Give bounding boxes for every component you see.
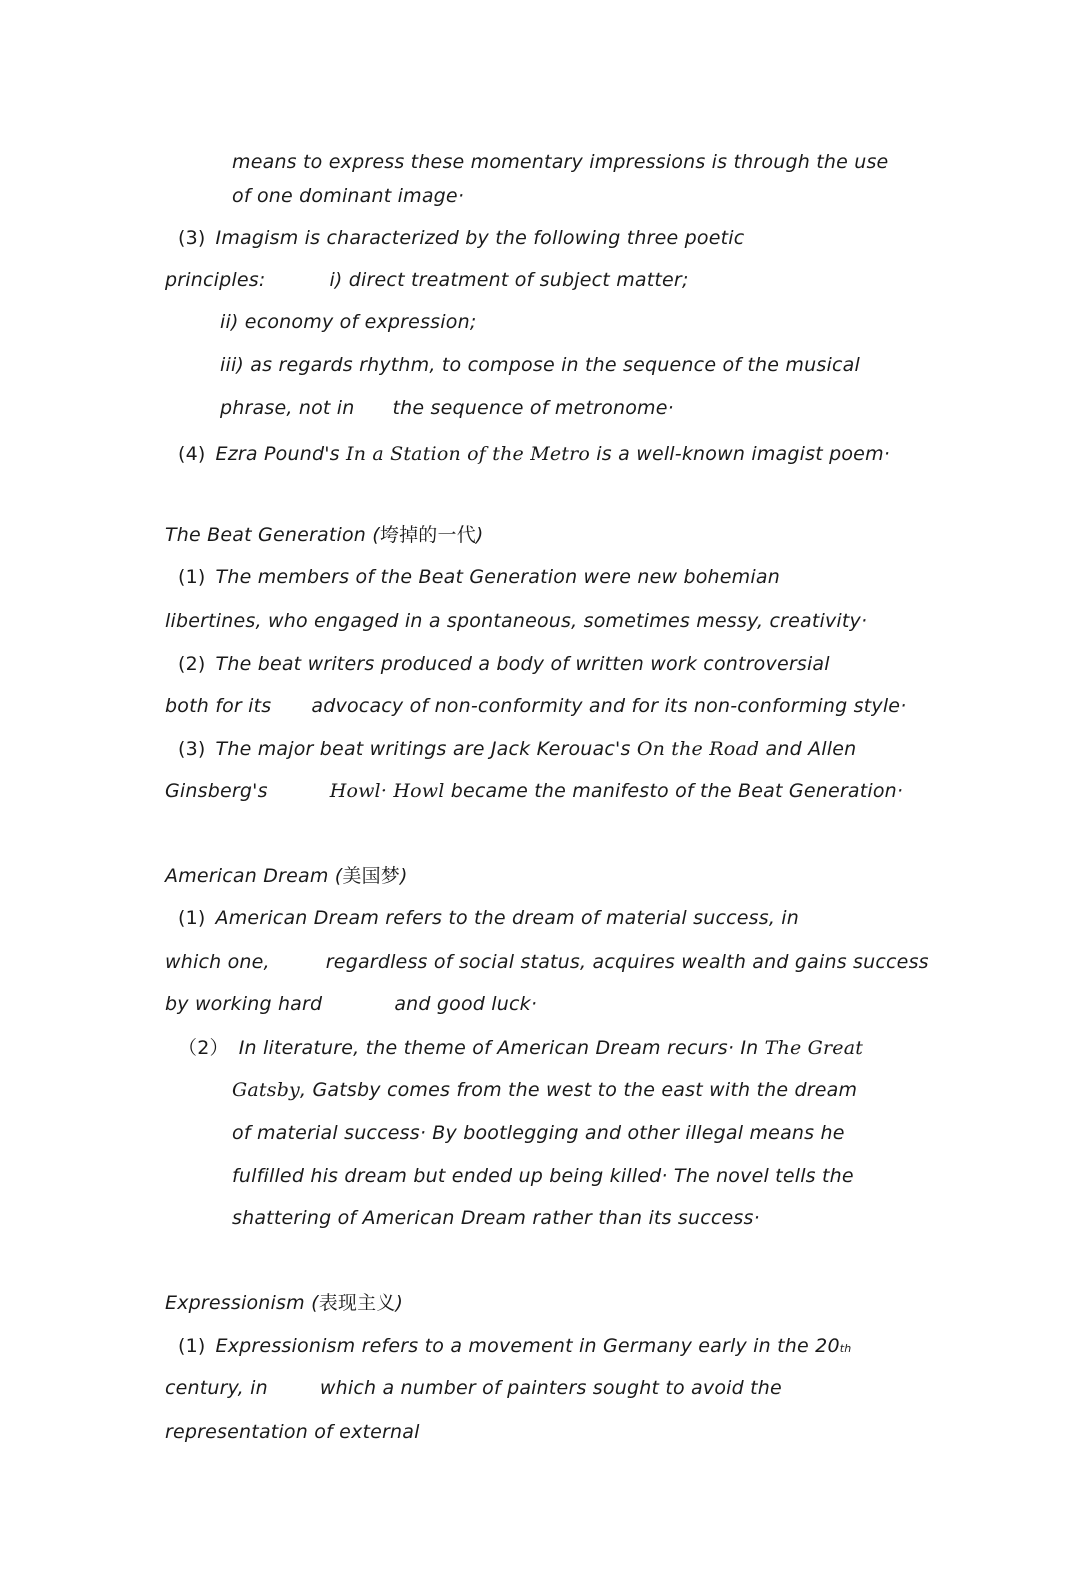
paragraph-text: which a number of painters sought to avoid the xyxy=(319,1377,782,1399)
paragraph-text: principles: xyxy=(165,269,266,291)
poem-title: Howl xyxy=(393,780,445,802)
item-number: (1) xyxy=(178,907,206,929)
imagism-principle-3-line1 xyxy=(220,353,860,377)
paragraph-text: became the manifesto of the Beat Generation· xyxy=(444,780,904,802)
paragraph-text: libertines, who engaged in a spontaneous, sometimes messy, creativity· xyxy=(165,610,868,632)
paragraph-text: of material success· By bootlegging and other illegal means he xyxy=(232,1122,845,1144)
dream-p1-line3 xyxy=(165,992,537,1016)
paragraph-text: of one dominant image· xyxy=(232,185,465,207)
heading-chinese: 表现主义 xyxy=(318,1292,396,1314)
paragraph-text: is a well-known imagist poem· xyxy=(590,443,891,465)
dream-p2-line1 xyxy=(178,1036,863,1060)
item-number: （2） xyxy=(178,1037,229,1059)
paragraph-text: means to express these momentary impressions is through the use xyxy=(232,151,889,173)
paragraph-text: which one, xyxy=(165,951,270,973)
section-heading-expressionism xyxy=(165,1291,403,1315)
paragraph-text: Expressionism refers to a movement in Germany early in the 20 xyxy=(215,1335,840,1357)
expressionism-p1-line1 xyxy=(178,1334,851,1361)
item-number: (3) xyxy=(178,227,206,249)
heading-text: ) xyxy=(475,524,484,546)
imagism-principle-2 xyxy=(220,310,476,334)
paragraph-text: by working hard xyxy=(165,993,323,1015)
heading-text: ) xyxy=(400,865,408,887)
paragraph-text: fulfilled his dream but ended up being killed· The novel tells the xyxy=(232,1165,854,1187)
imagism-p3-line2 xyxy=(165,268,689,292)
paragraph-text: American Dream refers to the dream of material success, in xyxy=(215,907,800,929)
heading-text: Expressionism ( xyxy=(165,1292,319,1314)
paragraph-text: In literature, the theme of American Dream recurs· In xyxy=(238,1037,765,1059)
imagism-p4 xyxy=(178,442,890,466)
paragraph-text: century, in xyxy=(165,1377,268,1399)
dream-p2-line5 xyxy=(232,1206,760,1230)
paragraph-text: Imagism is characterized by the following three poetic xyxy=(215,227,745,249)
heading-text: ) xyxy=(395,1292,404,1314)
item-number: (2) xyxy=(178,653,206,675)
paragraph-text: The beat writers produced a body of written work controversial xyxy=(215,653,830,675)
paragraph-text: Ginsberg's xyxy=(165,780,268,802)
paragraph-text: shattering of American Dream rather than its success· xyxy=(232,1207,760,1229)
section-heading-american-dream xyxy=(165,864,408,888)
beat-p1-line2 xyxy=(165,609,867,633)
book-title: The Great xyxy=(764,1037,864,1059)
imagism-p3-line1 xyxy=(178,226,744,250)
beat-p3-line1 xyxy=(178,737,856,761)
imagism-p2-line1 xyxy=(232,150,924,174)
principle-3: iii) as regards rhythm, to compose in the sequence of the musical xyxy=(220,354,860,376)
paragraph-text: and Allen xyxy=(759,738,857,760)
item-number: (1) xyxy=(178,1335,206,1357)
paragraph-text: regardless of social status, acquires wealth and gains success xyxy=(325,951,929,973)
poem-title: In a Station of the Metro xyxy=(345,443,591,465)
principle-1: i) direct treatment of subject matter; xyxy=(329,269,689,291)
dream-p2-line2 xyxy=(232,1078,857,1102)
principle-2: ii) economy of expression; xyxy=(220,311,477,333)
paragraph-text: The major beat writings are Jack Kerouac's xyxy=(215,738,637,760)
paragraph-text: The members of the Beat Generation were new bohemian xyxy=(215,566,780,588)
imagism-p2-line2 xyxy=(232,184,464,208)
heading-text: The Beat Generation ( xyxy=(165,524,380,546)
book-title: On the Road xyxy=(636,738,760,760)
paragraph-text: the sequence of metronome· xyxy=(392,397,674,419)
beat-p2-line1 xyxy=(178,652,830,676)
paragraph-text: Ezra Pound's xyxy=(215,443,346,465)
beat-p1-line1 xyxy=(178,565,780,589)
item-number: (3) xyxy=(178,738,206,760)
expressionism-p1-line3 xyxy=(165,1420,420,1444)
dream-p1-line1 xyxy=(178,906,799,930)
paragraph-text: representation of external xyxy=(165,1421,420,1443)
expressionism-p1-line2 xyxy=(165,1376,782,1400)
heading-chinese: 垮掉的一代 xyxy=(379,524,476,546)
paragraph-text: and good luck· xyxy=(394,993,538,1015)
item-number: (1) xyxy=(178,566,206,588)
dream-p2-line4 xyxy=(232,1164,854,1188)
paragraph-text: both for its xyxy=(165,695,272,717)
paragraph-text: phrase, not in xyxy=(220,397,355,419)
paragraph-text: , Gatsby comes from the west to the east with the dream xyxy=(300,1079,858,1101)
paragraph-text: advocacy of non-conformity and for its non-conforming style· xyxy=(311,695,907,717)
heading-text: American Dream ( xyxy=(165,865,343,887)
item-number: (4) xyxy=(178,443,206,465)
dream-p1-line2 xyxy=(165,950,929,974)
beat-p2-line2 xyxy=(165,694,906,718)
poem-title: Howl· xyxy=(329,780,394,802)
imagism-principle-3-line2 xyxy=(220,396,674,420)
beat-p3-line2 xyxy=(165,779,903,803)
dream-p2-line3 xyxy=(232,1121,845,1145)
section-heading-beat-generation xyxy=(165,523,484,547)
ordinal-suffix: th xyxy=(839,1342,852,1355)
book-title: Gatsby xyxy=(232,1079,300,1101)
heading-chinese: 美国梦 xyxy=(342,865,401,887)
